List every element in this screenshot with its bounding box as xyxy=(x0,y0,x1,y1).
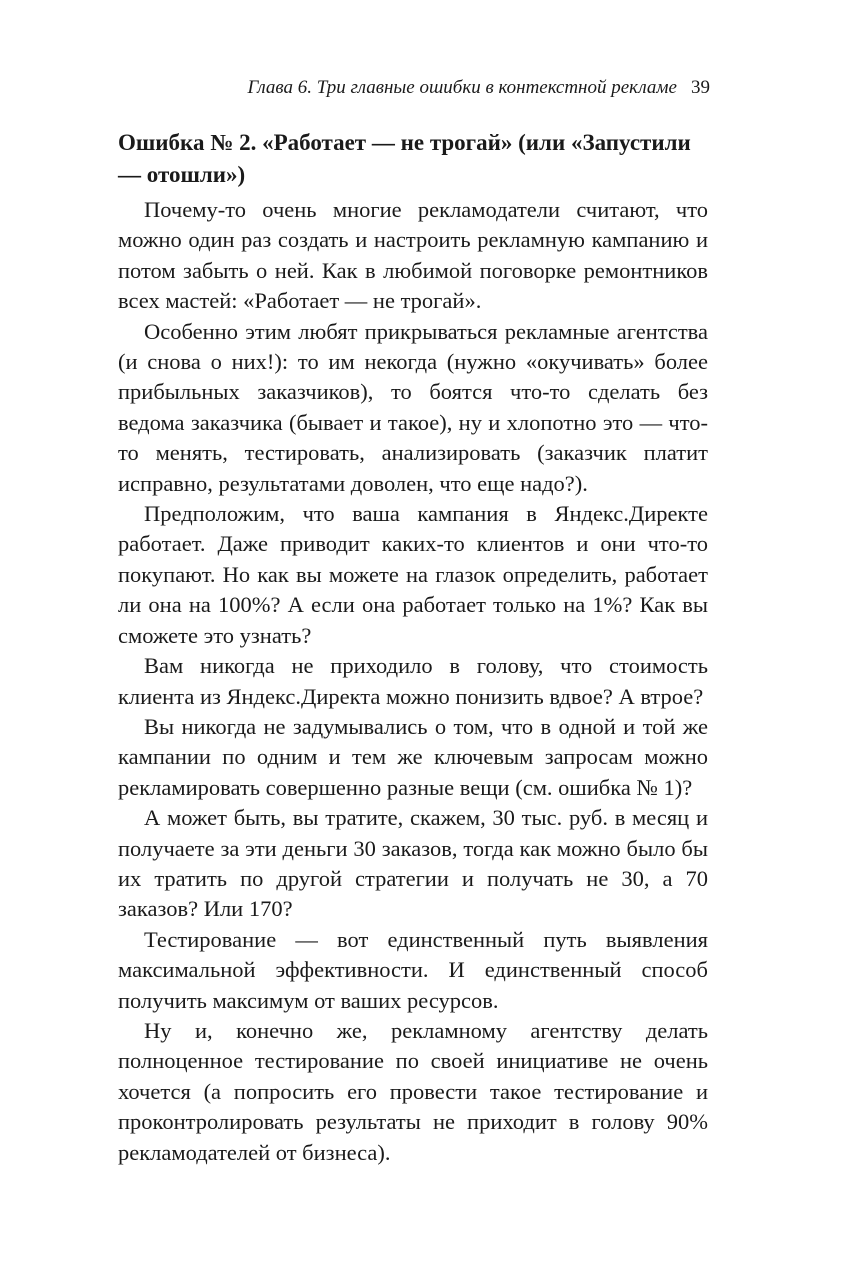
paragraph: Предположим, что ваша кампания в Яндекс.Директе работает. Даже приводит каких-то клиентов и они что-то покупают. Но как вы можете на глазок определить, работает ли она на 100%? А если она работает только на 1%? Как вы сможете это узнать? xyxy=(118,501,708,648)
paragraph: Особенно этим любят прикрываться рекламные агентства (и снова о них!): то им некогда (нужно «окучивать» более прибыльных заказчиков), то боятся что-то сделать без ведома заказчика (бывает и такое), ну и хлопотно это — что-то менять, тестировать, анализировать (заказчик платит исправно, результатами доволен, что еще надо?). xyxy=(118,318,708,496)
paragraph: Вам никогда не приходило в голову, что стоимость клиента из Яндекс.Директа можно понизить вдвое? А втрое? xyxy=(118,653,708,709)
section-heading: Ошибка № 2. «Работает — не трогай» (или «Запустили — отошли») xyxy=(118,130,691,187)
page-body xyxy=(118,127,708,1168)
running-title: Глава 6. Три главные ошибки в контекстной рекламе xyxy=(247,77,677,98)
page-number: 39 xyxy=(691,77,710,98)
running-header xyxy=(248,76,710,100)
paragraph: А может быть, вы тратите, скажем, 30 тыс. руб. в месяц и получаете за эти деньги 30 заказов, тогда как можно было бы их тратить по другой стратегии и получать не 30, а 70 заказов? Или 170? xyxy=(118,805,708,922)
paragraph: Почему-то очень многие рекламодатели считают, что можно один раз создать и настроить рекламную кампанию и потом забыть о ней. Как в любимой поговорке ремонтников всех мастей: «Работает — не трогай». xyxy=(118,197,708,314)
paragraph: Вы никогда не задумывались о том, что в одной и той же кампании по одним и тем же ключевым запросам можно рекламировать совершенно разные вещи (см. ошибка № 1)? xyxy=(118,713,708,800)
paragraph: Тестирование — вот единственный путь выявления максимальной эффективности. И единственный способ получить максимум от ваших ресурсов. xyxy=(118,926,708,1013)
paragraph: Ну и, конечно же, рекламному агентству делать полноценное тестирование по своей инициативе не очень хочется (а попросить его провести такое тестирование и проконтролировать результаты не приходит в голову 90% рекламодателей от бизнеса). xyxy=(118,1017,708,1165)
